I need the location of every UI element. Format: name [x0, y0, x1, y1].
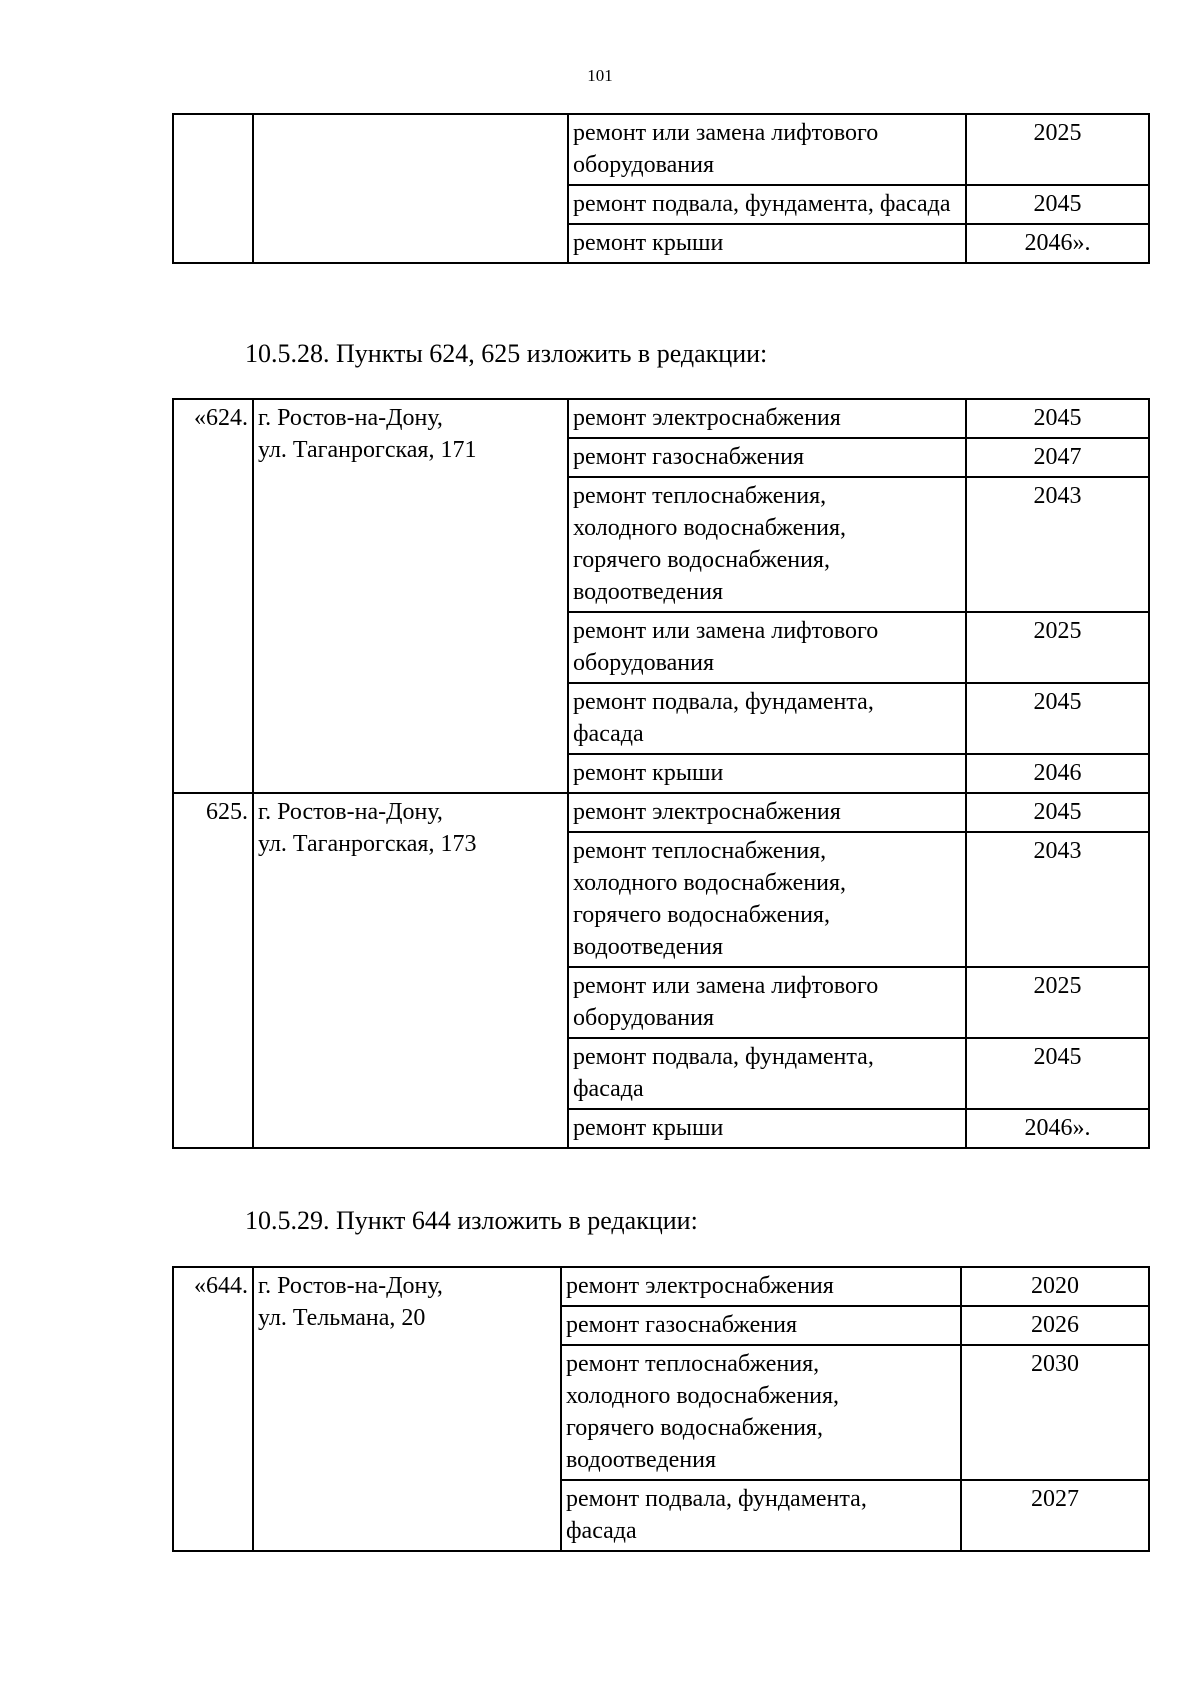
address-cell: [253, 1267, 561, 1551]
table-row: [173, 793, 1149, 832]
year-cell: 2047: [966, 438, 1149, 477]
year-cell: 2045: [966, 793, 1149, 832]
work-type-cell: [568, 477, 966, 612]
work-line: водоотведения: [573, 934, 723, 960]
year-cell: 2046».: [966, 224, 1149, 263]
address-city: г. Ростов-на-Дону,: [258, 405, 443, 431]
year-cell: 2045: [966, 1038, 1149, 1109]
amendment-paragraph: 10.5.29. Пункт 644 изложить в редакции:: [245, 1206, 698, 1235]
year-cell: 2045: [966, 683, 1149, 754]
works-table-continuation: [172, 113, 1150, 264]
item-number-cell: «644.: [173, 1267, 253, 1551]
work-line: горячего водоснабжения,: [573, 547, 830, 573]
work-line: ремонт подвала, фундамента,: [573, 1044, 874, 1070]
item-number-cell: «624.: [173, 399, 253, 793]
work-type-cell: [568, 612, 966, 683]
address-street: ул. Тельмана, 20: [258, 1305, 426, 1331]
year-cell: 2045: [966, 185, 1149, 224]
work-type-cell: [568, 683, 966, 754]
year-cell: 2025: [966, 612, 1149, 683]
work-type-cell: ремонт крыши: [568, 754, 966, 793]
page-number: 101: [587, 66, 613, 85]
work-type-cell: ремонт газоснабжения: [561, 1306, 961, 1345]
item-number-cell: 625.: [173, 793, 253, 1148]
work-type-cell: ремонт электроснабжения: [568, 399, 966, 438]
work-line: оборудования: [573, 650, 714, 676]
work-type-cell: [568, 1038, 966, 1109]
address-city: г. Ростов-на-Дону,: [258, 1273, 443, 1299]
year-cell: 2043: [966, 477, 1149, 612]
year-cell: 2045: [966, 399, 1149, 438]
year-cell: 2046: [966, 754, 1149, 793]
year-cell: 2027: [961, 1480, 1149, 1551]
year-cell: 2046».: [966, 1109, 1149, 1148]
work-line: фасада: [573, 721, 644, 747]
work-type-cell: [568, 967, 966, 1038]
year-cell: 2025: [966, 114, 1149, 185]
work-line: ремонт или замена лифтового: [573, 618, 879, 644]
work-type-cell: ремонт газоснабжения: [568, 438, 966, 477]
work-line: холодного водоснабжения,: [573, 515, 847, 541]
works-table-624-625: [172, 398, 1150, 1149]
address-city: г. Ростов-на-Дону,: [258, 799, 443, 825]
address-cell: [253, 114, 568, 263]
work-line: ремонт подвала, фундамента,: [566, 1486, 867, 1512]
work-type-cell: ремонт или замена лифтового оборудования: [568, 114, 966, 185]
table-row: [173, 399, 1149, 438]
address-cell: [253, 793, 568, 1148]
work-type-cell: ремонт электроснабжения: [561, 1267, 961, 1306]
work-line: водоотведения: [566, 1447, 716, 1473]
year-cell: 2030: [961, 1345, 1149, 1480]
work-line: ремонт теплоснабжения,: [566, 1351, 820, 1377]
address-street: ул. Таганрогская, 171: [258, 437, 477, 463]
amendment-paragraph: 10.5.28. Пункты 624, 625 изложить в редакции:: [245, 339, 768, 368]
address-cell: [253, 399, 568, 793]
work-type-cell: ремонт подвала, фундамента, фасада: [568, 185, 966, 224]
work-type-cell: [561, 1345, 961, 1480]
works-table-644: [172, 1266, 1150, 1552]
work-line: фасада: [566, 1518, 637, 1544]
year-cell: 2026: [961, 1306, 1149, 1345]
work-line: фасада: [573, 1076, 644, 1102]
work-line: ремонт или замена лифтового: [573, 973, 879, 999]
year-cell: 2025: [966, 967, 1149, 1038]
work-type-cell: [568, 832, 966, 967]
address-street: ул. Таганрогская, 173: [258, 831, 477, 857]
item-number-cell: [173, 114, 253, 263]
work-line: ремонт теплоснабжения,: [573, 483, 827, 509]
year-cell: 2043: [966, 832, 1149, 967]
work-type-cell: ремонт крыши: [568, 1109, 966, 1148]
work-type-cell: ремонт крыши: [568, 224, 966, 263]
work-type-cell: [561, 1480, 961, 1551]
work-line: оборудования: [573, 1005, 714, 1031]
year-cell: 2020: [961, 1267, 1149, 1306]
table-row: [173, 1267, 1149, 1306]
work-line: горячего водоснабжения,: [566, 1415, 823, 1441]
work-line: ремонт теплоснабжения,: [573, 838, 827, 864]
work-line: горячего водоснабжения,: [573, 902, 830, 928]
work-line: холодного водоснабжения,: [566, 1383, 840, 1409]
work-line: холодного водоснабжения,: [573, 870, 847, 896]
work-line: ремонт подвала, фундамента,: [573, 689, 874, 715]
work-line: водоотведения: [573, 579, 723, 605]
work-type-cell: ремонт электроснабжения: [568, 793, 966, 832]
table-row: [173, 114, 1149, 185]
